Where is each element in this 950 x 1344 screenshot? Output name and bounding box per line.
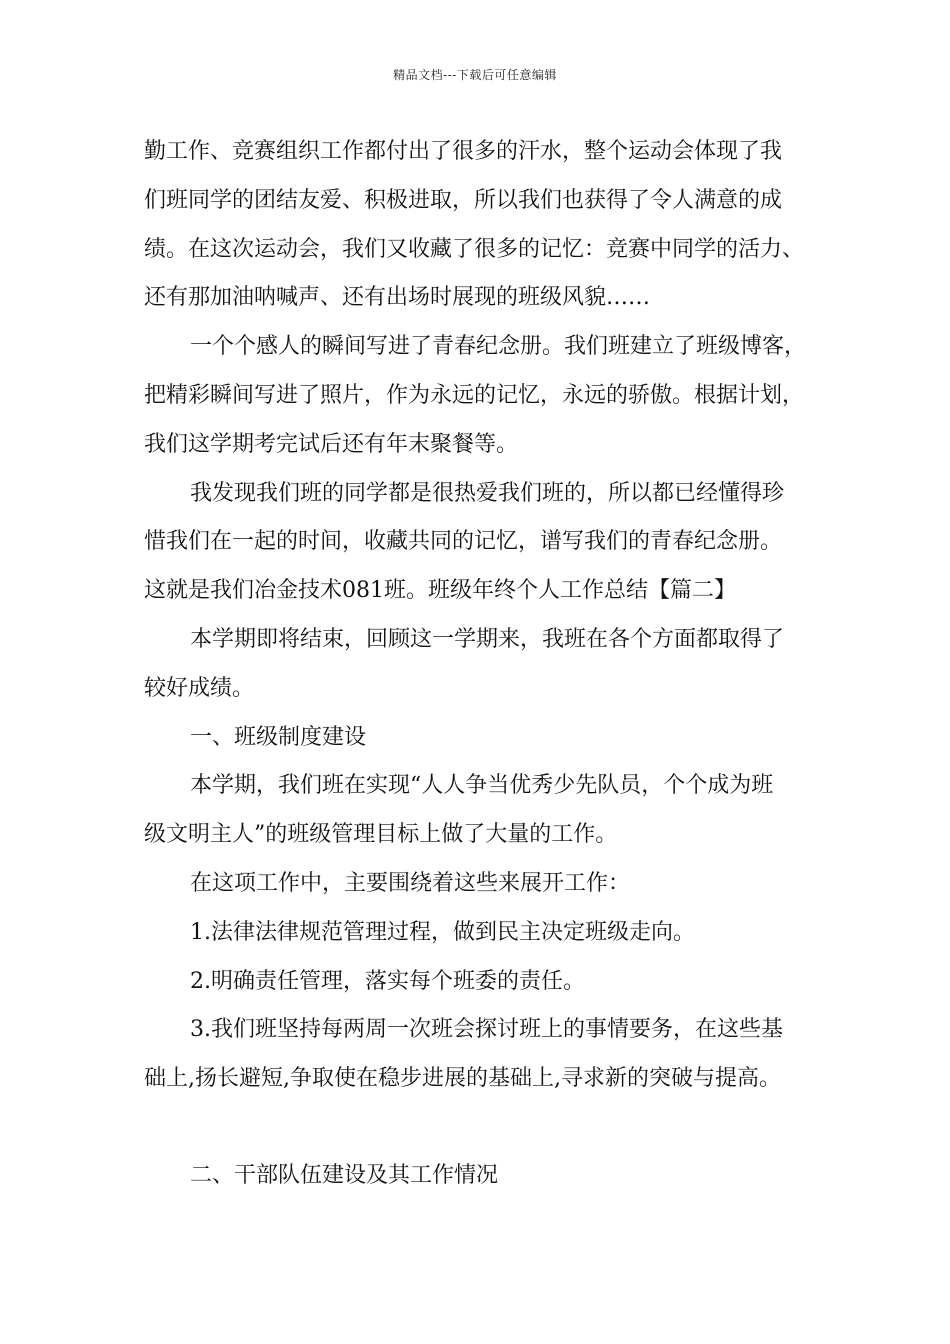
list-item: 3.我们班坚持每两周一次班会探讨班上的事情要务，在这些基 — [190, 1017, 783, 1043]
text-line: 较好成绩。 — [144, 675, 255, 701]
blank-line — [144, 1108, 812, 1156]
section-heading: 二、干部队伍建设及其工作情况 — [190, 1162, 499, 1188]
text-line: 这就是我们冶金技术081班。班级年终个人工作总结【篇二】 — [144, 578, 736, 604]
paragraph-start: 一个个感人的瞬间写进了青春纪念册。我们班建立了班级博客， — [190, 334, 807, 360]
document-body — [144, 132, 812, 1205]
text-line: 级文明主人”的班级管理目标上做了大量的工作。 — [144, 822, 618, 848]
text-line: 们班同学的团结友爱、积极进取，所以我们也获得了令人满意的成 — [144, 187, 783, 213]
page-header: 精品文档---下载后可任意编辑 — [393, 68, 557, 82]
paragraph-start: 本学期，我们班在实现“人人争当优秀少先队员，个个成为班 — [190, 773, 774, 799]
text-line: 把精彩瞬间写进了照片，作为永远的记忆，永远的骄傲。根据计划， — [144, 382, 805, 408]
text-line: 础上,扬长避短,争取使在稳步进展的基础上,寻求新的突破与提高。 — [144, 1066, 781, 1092]
paragraph-start: 在这项工作中，主要围绕着这些来展开工作： — [190, 870, 631, 896]
text-line: 还有那加油呐喊声、还有出场时展现的班级风貌…… — [144, 285, 651, 311]
list-item: 1.法律法律规范管理过程，做到民主决定班级走向。 — [190, 919, 695, 945]
paragraph-start: 本学期即将结束，回顾这一学期来，我班在各个方面都取得了 — [190, 626, 785, 652]
section-heading: 一、班级制度建设 — [190, 724, 367, 750]
text-line: 我们这学期考完试后还有年末聚餐等。 — [144, 431, 519, 457]
text-line: 绩。在这次运动会，我们又收藏了很多的记忆：竞赛中同学的活力、 — [144, 236, 805, 262]
paragraph-start: 我发现我们班的同学都是很热爱我们班的，所以都已经懂得珍 — [190, 480, 785, 506]
text-line: 勤工作、竞赛组织工作都付出了很多的汗水，整个运动会体现了我 — [144, 139, 783, 164]
list-item: 2.明确责任管理，落实每个班委的责任。 — [190, 968, 585, 994]
text-line: 惜我们在一起的时间，收藏共同的记忆，谱写我们的青春纪念册。 — [144, 529, 783, 555]
